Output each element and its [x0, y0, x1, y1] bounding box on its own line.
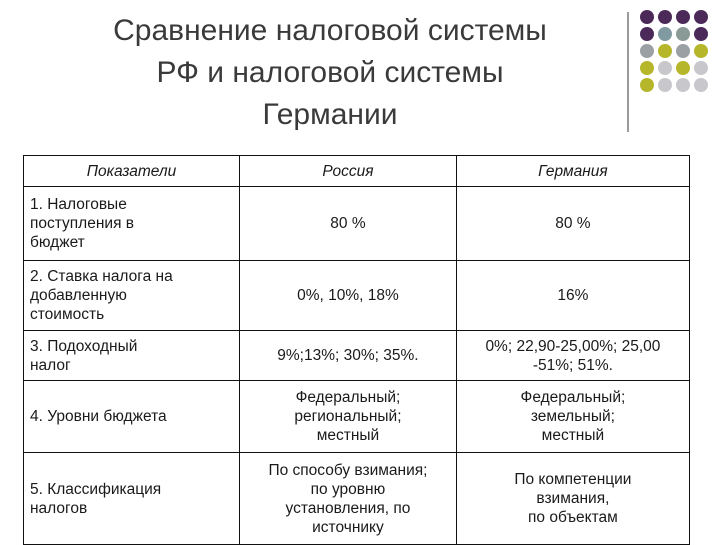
germany-value: Федеральный; земельный; местный: [456, 381, 689, 453]
decorative-dot: [658, 78, 672, 92]
decorative-dot: [694, 10, 708, 24]
decorative-dot: [640, 10, 654, 24]
decorative-dot: [676, 61, 690, 75]
russia-value: Федеральный; региональный; местный: [240, 381, 457, 453]
row-label: 3. Подоходный налог: [24, 331, 240, 381]
decorative-dot: [694, 61, 708, 75]
russia-value: 0%, 10%, 18%: [240, 261, 457, 331]
row-label: 1. Налоговые поступления в бюджет: [24, 187, 240, 261]
decorative-dot: [640, 78, 654, 92]
row-label: 5. Классификация налогов: [24, 453, 240, 545]
decorative-divider: [627, 12, 629, 132]
row-label: 2. Ставка налога на добавленную стоимость: [24, 261, 240, 331]
title-line-2: РФ и налоговой системы: [156, 56, 504, 89]
decorative-dot: [640, 27, 654, 41]
slide-title: [40, 10, 620, 136]
row-label: 4. Уровни бюджета: [24, 381, 240, 453]
header-indicators: Показатели: [24, 156, 240, 187]
decorative-dot-grid: [640, 10, 708, 92]
table-header-row: [24, 156, 690, 187]
header-germany: Германия: [456, 156, 689, 187]
decorative-dot: [676, 27, 690, 41]
germany-value: 16%: [456, 261, 689, 331]
decorative-dot: [694, 27, 708, 41]
decorative-dot: [658, 44, 672, 58]
decorative-dot: [640, 44, 654, 58]
decorative-dot: [694, 78, 708, 92]
decorative-dot: [676, 78, 690, 92]
decorative-dot: [658, 27, 672, 41]
decorative-dot: [658, 10, 672, 24]
table-row: [24, 261, 690, 331]
germany-value: 80 %: [456, 187, 689, 261]
title-line-3: Германии: [262, 98, 398, 131]
table-row: [24, 381, 690, 453]
header-russia: Россия: [240, 156, 457, 187]
russia-value: 80 %: [240, 187, 457, 261]
table-row: [24, 187, 690, 261]
decorative-dot: [676, 44, 690, 58]
germany-value: По компетенции взимания, по объектам: [456, 453, 689, 545]
russia-value: 9%;13%; 30%; 35%.: [240, 331, 457, 381]
decorative-dot: [658, 61, 672, 75]
germany-value: 0%; 22,90-25,00%; 25,00 -51%; 51%.: [456, 331, 689, 381]
table-row: [24, 453, 690, 545]
table-row: [24, 331, 690, 381]
decorative-dot: [676, 10, 690, 24]
comparison-table: [23, 155, 690, 545]
decorative-dot: [640, 61, 654, 75]
russia-value: По способу взимания; по уровню установления, по источнику: [240, 453, 457, 545]
decorative-dot: [694, 44, 708, 58]
title-line-1: Сравнение налоговой системы: [113, 14, 547, 47]
